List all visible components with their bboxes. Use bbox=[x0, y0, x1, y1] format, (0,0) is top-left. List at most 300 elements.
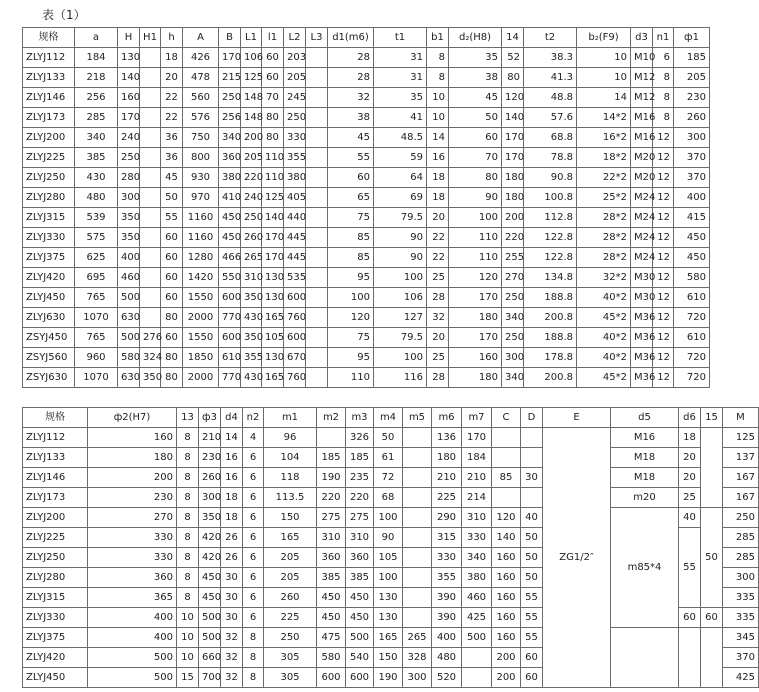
l15-cell: 60 bbox=[701, 608, 723, 628]
value-cell: 50 bbox=[521, 568, 543, 588]
value-cell: 160 bbox=[88, 428, 177, 448]
value-cell: 120 bbox=[328, 308, 374, 328]
header-cell: b₂(F9) bbox=[577, 28, 631, 48]
header-cell: d4 bbox=[221, 408, 243, 428]
m-cell: 137 bbox=[723, 448, 759, 468]
value-cell: 415 bbox=[674, 208, 710, 228]
m-cell: 335 bbox=[723, 608, 759, 628]
table-caption: 表（1） bbox=[42, 8, 86, 22]
value-cell: 122.8 bbox=[524, 228, 577, 248]
value-cell: 326 bbox=[346, 428, 374, 448]
value-cell: 170 bbox=[449, 288, 502, 308]
value-cell: 430 bbox=[75, 168, 118, 188]
value-cell: 480 bbox=[432, 648, 462, 668]
value-cell: 122.8 bbox=[524, 248, 577, 268]
value-cell: 110 bbox=[262, 148, 284, 168]
value-cell: 600 bbox=[219, 328, 241, 348]
dimension-table-1 bbox=[22, 27, 710, 388]
l15-empty-cell bbox=[701, 628, 723, 688]
value-cell: 8 bbox=[177, 488, 199, 508]
value-cell: 90 bbox=[449, 188, 502, 208]
model-cell: ZLYJ112 bbox=[23, 48, 75, 68]
value-cell: 85 bbox=[492, 468, 521, 488]
value-cell: 28 bbox=[427, 288, 449, 308]
value-cell bbox=[140, 88, 161, 108]
value-cell: 220 bbox=[502, 228, 524, 248]
value-cell: 265 bbox=[403, 628, 432, 648]
value-cell: 14 bbox=[427, 128, 449, 148]
model-cell: ZLYJ450 bbox=[23, 288, 75, 308]
value-cell: 170 bbox=[502, 148, 524, 168]
d5-cell: m20 bbox=[611, 488, 679, 508]
l15-empty-cell bbox=[701, 428, 723, 508]
value-cell: 134.8 bbox=[524, 268, 577, 288]
value-cell: 90 bbox=[374, 248, 427, 268]
value-cell: 205 bbox=[284, 68, 306, 88]
model-cell: ZLYJ375 bbox=[23, 628, 88, 648]
value-cell: 16*2 bbox=[577, 128, 631, 148]
d6-merged-cell: 55 bbox=[679, 528, 701, 608]
value-cell: 165 bbox=[262, 368, 284, 388]
table-row bbox=[23, 428, 759, 448]
value-cell: 16 bbox=[221, 448, 243, 468]
value-cell: 50 bbox=[521, 548, 543, 568]
value-cell: 130 bbox=[262, 268, 284, 288]
value-cell: 760 bbox=[284, 308, 306, 328]
header-cell: ф1 bbox=[674, 28, 710, 48]
value-cell: 355 bbox=[284, 148, 306, 168]
value-cell: 60 bbox=[262, 48, 284, 68]
value-cell bbox=[403, 568, 432, 588]
value-cell: 250 bbox=[219, 88, 241, 108]
header-cell: t1 bbox=[374, 28, 427, 48]
value-cell: 6 bbox=[243, 468, 264, 488]
value-cell: 450 bbox=[219, 208, 241, 228]
model-cell: ZLYJ225 bbox=[23, 148, 75, 168]
value-cell: 260 bbox=[241, 228, 262, 248]
value-cell: 80 bbox=[449, 168, 502, 188]
value-cell: 720 bbox=[674, 368, 710, 388]
value-cell bbox=[403, 488, 432, 508]
value-cell: 165 bbox=[262, 308, 284, 328]
value-cell: 290 bbox=[432, 508, 462, 528]
value-cell: 305 bbox=[264, 668, 317, 688]
value-cell: 59 bbox=[374, 148, 427, 168]
value-cell: 8 bbox=[177, 528, 199, 548]
value-cell: 80 bbox=[161, 348, 183, 368]
value-cell: 478 bbox=[183, 68, 219, 88]
value-cell: 580 bbox=[118, 348, 140, 368]
value-cell: 6 bbox=[243, 528, 264, 548]
d6-cell: 40 bbox=[679, 508, 701, 528]
value-cell: 60 bbox=[161, 248, 183, 268]
table-row bbox=[23, 148, 710, 168]
value-cell: 70 bbox=[262, 88, 284, 108]
value-cell: 184 bbox=[462, 448, 492, 468]
value-cell: 170 bbox=[262, 228, 284, 248]
value-cell: 6 bbox=[243, 588, 264, 608]
m-cell: 425 bbox=[723, 668, 759, 688]
value-cell: 30 bbox=[221, 568, 243, 588]
value-cell: 20 bbox=[427, 208, 449, 228]
header-cell: C bbox=[492, 408, 521, 428]
value-cell bbox=[140, 108, 161, 128]
model-cell: ZLYJ420 bbox=[23, 648, 88, 668]
value-cell: 180 bbox=[88, 448, 177, 468]
value-cell: 205 bbox=[241, 148, 262, 168]
value-cell: 10 bbox=[577, 48, 631, 68]
header-cell: H bbox=[118, 28, 140, 48]
value-cell: 6 bbox=[243, 448, 264, 468]
value-cell: 450 bbox=[219, 228, 241, 248]
value-cell bbox=[306, 108, 328, 128]
header-cell: B bbox=[219, 28, 241, 48]
value-cell: 765 bbox=[75, 328, 118, 348]
value-cell: 140 bbox=[118, 68, 140, 88]
value-cell: M36 bbox=[631, 368, 653, 388]
value-cell: 450 bbox=[199, 588, 221, 608]
value-cell: 600 bbox=[284, 288, 306, 308]
value-cell: 400 bbox=[118, 248, 140, 268]
header-cell: h bbox=[161, 28, 183, 48]
value-cell: 256 bbox=[75, 88, 118, 108]
value-cell: 79.5 bbox=[374, 208, 427, 228]
value-cell: 45 bbox=[161, 168, 183, 188]
table-row bbox=[23, 508, 759, 528]
value-cell: 205 bbox=[264, 548, 317, 568]
m-cell: 285 bbox=[723, 528, 759, 548]
value-cell: 8 bbox=[653, 68, 674, 88]
value-cell: 600 bbox=[219, 288, 241, 308]
value-cell: 230 bbox=[88, 488, 177, 508]
value-cell: M24 bbox=[631, 188, 653, 208]
value-cell: 160 bbox=[492, 548, 521, 568]
value-cell: 700 bbox=[199, 668, 221, 688]
value-cell: 8 bbox=[243, 668, 264, 688]
value-cell: M36 bbox=[631, 348, 653, 368]
value-cell: 22 bbox=[427, 228, 449, 248]
value-cell: 100 bbox=[374, 508, 403, 528]
value-cell: 2000 bbox=[183, 368, 219, 388]
value-cell: 12 bbox=[653, 228, 674, 248]
value-cell: 113.5 bbox=[264, 488, 317, 508]
value-cell: 160 bbox=[492, 608, 521, 628]
value-cell: 300 bbox=[403, 668, 432, 688]
header-cell: m3 bbox=[346, 408, 374, 428]
d6-cell: 60 bbox=[679, 608, 701, 628]
value-cell: 305 bbox=[264, 648, 317, 668]
header-cell: 14 bbox=[502, 28, 524, 48]
table-row bbox=[23, 128, 710, 148]
value-cell: 80 bbox=[161, 368, 183, 388]
m-cell: 345 bbox=[723, 628, 759, 648]
value-cell: 36 bbox=[161, 128, 183, 148]
value-cell: 18 bbox=[221, 508, 243, 528]
model-cell: ZLYJ225 bbox=[23, 528, 88, 548]
value-cell: 275 bbox=[346, 508, 374, 528]
value-cell bbox=[306, 308, 328, 328]
value-cell: 500 bbox=[462, 628, 492, 648]
value-cell: 104 bbox=[264, 448, 317, 468]
value-cell: 340 bbox=[502, 308, 524, 328]
value-cell bbox=[306, 348, 328, 368]
table-row bbox=[23, 228, 710, 248]
value-cell: M30 bbox=[631, 288, 653, 308]
value-cell: 160 bbox=[492, 628, 521, 648]
value-cell: 265 bbox=[241, 248, 262, 268]
header-cell: 15 bbox=[701, 408, 723, 428]
value-cell: 250 bbox=[264, 628, 317, 648]
model-cell: ZLYJ250 bbox=[23, 168, 75, 188]
header-cell: m2 bbox=[317, 408, 346, 428]
value-cell: 350 bbox=[118, 228, 140, 248]
value-cell: 125 bbox=[241, 68, 262, 88]
model-cell: ZLYJ280 bbox=[23, 568, 88, 588]
value-cell: 10 bbox=[177, 628, 199, 648]
value-cell: 12 bbox=[653, 368, 674, 388]
value-cell: 200 bbox=[492, 648, 521, 668]
header-cell: l1 bbox=[262, 28, 284, 48]
value-cell: 210 bbox=[199, 428, 221, 448]
value-cell: 200.8 bbox=[524, 308, 577, 328]
value-cell: 214 bbox=[462, 488, 492, 508]
value-cell: 60 bbox=[161, 328, 183, 348]
value-cell: 120 bbox=[449, 268, 502, 288]
value-cell: 610 bbox=[674, 288, 710, 308]
m-cell: 125 bbox=[723, 428, 759, 448]
value-cell: M36 bbox=[631, 328, 653, 348]
value-cell: 276 bbox=[140, 328, 161, 348]
d5-merged-cell: m85*4 bbox=[611, 508, 679, 628]
value-cell: 385 bbox=[75, 148, 118, 168]
value-cell: 400 bbox=[432, 628, 462, 648]
value-cell: M30 bbox=[631, 268, 653, 288]
value-cell: 8 bbox=[177, 428, 199, 448]
header-cell: L1 bbox=[241, 28, 262, 48]
value-cell: 57.6 bbox=[524, 108, 577, 128]
table-row bbox=[23, 348, 710, 368]
value-cell: 340 bbox=[219, 128, 241, 148]
value-cell: 450 bbox=[346, 608, 374, 628]
value-cell: 420 bbox=[199, 548, 221, 568]
value-cell: 800 bbox=[183, 148, 219, 168]
value-cell: 40*2 bbox=[577, 348, 631, 368]
value-cell: 96 bbox=[264, 428, 317, 448]
value-cell: 340 bbox=[502, 368, 524, 388]
dimension-table-2 bbox=[22, 407, 759, 688]
value-cell: 430 bbox=[241, 368, 262, 388]
value-cell: 230 bbox=[199, 448, 221, 468]
value-cell bbox=[140, 168, 161, 188]
value-cell: 160 bbox=[118, 88, 140, 108]
value-cell: 30 bbox=[521, 468, 543, 488]
value-cell: 380 bbox=[284, 168, 306, 188]
m-cell: 370 bbox=[723, 648, 759, 668]
value-cell: 180 bbox=[502, 188, 524, 208]
value-cell: 450 bbox=[317, 588, 346, 608]
value-cell: 22 bbox=[161, 108, 183, 128]
value-cell: 100 bbox=[374, 268, 427, 288]
value-cell: 205 bbox=[674, 68, 710, 88]
value-cell: 720 bbox=[674, 308, 710, 328]
model-cell: ZSYJ560 bbox=[23, 348, 75, 368]
header-cell: A bbox=[183, 28, 219, 48]
value-cell: 28*2 bbox=[577, 228, 631, 248]
value-cell: 6 bbox=[243, 608, 264, 628]
value-cell: 25 bbox=[427, 268, 449, 288]
value-cell: 630 bbox=[118, 368, 140, 388]
value-cell bbox=[492, 448, 521, 468]
value-cell: 8 bbox=[653, 88, 674, 108]
model-cell: ZLYJ375 bbox=[23, 248, 75, 268]
value-cell: 1850 bbox=[183, 348, 219, 368]
table-header-row bbox=[23, 408, 759, 428]
value-cell: 90 bbox=[374, 528, 403, 548]
value-cell: 30 bbox=[221, 608, 243, 628]
value-cell: 70 bbox=[449, 148, 502, 168]
value-cell: 170 bbox=[262, 248, 284, 268]
value-cell: 610 bbox=[674, 328, 710, 348]
value-cell: 576 bbox=[183, 108, 219, 128]
value-cell: 218 bbox=[75, 68, 118, 88]
value-cell: 100.8 bbox=[524, 188, 577, 208]
table-row bbox=[23, 188, 710, 208]
value-cell bbox=[492, 488, 521, 508]
value-cell: 60 bbox=[161, 268, 183, 288]
header-cell: H1 bbox=[140, 28, 161, 48]
value-cell: 360 bbox=[317, 548, 346, 568]
value-cell: 185 bbox=[346, 448, 374, 468]
l15-merged-cell: 50 bbox=[701, 508, 723, 608]
model-cell: ZLYJ450 bbox=[23, 668, 88, 688]
value-cell: 324 bbox=[140, 348, 161, 368]
value-cell: 12 bbox=[653, 308, 674, 328]
value-cell: 380 bbox=[462, 568, 492, 588]
value-cell: 770 bbox=[219, 368, 241, 388]
value-cell: 450 bbox=[674, 248, 710, 268]
value-cell: 28 bbox=[427, 368, 449, 388]
value-cell: 64 bbox=[374, 168, 427, 188]
value-cell: 420 bbox=[199, 528, 221, 548]
value-cell: 105 bbox=[262, 328, 284, 348]
value-cell bbox=[492, 428, 521, 448]
value-cell: 160 bbox=[449, 348, 502, 368]
value-cell: 500 bbox=[118, 288, 140, 308]
value-cell: 180 bbox=[432, 448, 462, 468]
value-cell: 32 bbox=[328, 88, 374, 108]
value-cell bbox=[403, 428, 432, 448]
value-cell: 430 bbox=[241, 308, 262, 328]
table-row bbox=[23, 108, 710, 128]
value-cell: 18 bbox=[427, 168, 449, 188]
value-cell: 50 bbox=[374, 428, 403, 448]
header-cell: ф2(H7) bbox=[88, 408, 177, 428]
value-cell: 240 bbox=[241, 188, 262, 208]
value-cell: 14 bbox=[577, 88, 631, 108]
value-cell: 12 bbox=[653, 288, 674, 308]
table-row bbox=[23, 628, 759, 648]
value-cell: 38.3 bbox=[524, 48, 577, 68]
value-cell: 6 bbox=[653, 48, 674, 68]
value-cell: 170 bbox=[219, 48, 241, 68]
value-cell: 205 bbox=[264, 568, 317, 588]
value-cell: 105 bbox=[374, 548, 403, 568]
value-cell bbox=[140, 48, 161, 68]
value-cell: 400 bbox=[88, 628, 177, 648]
value-cell bbox=[306, 368, 328, 388]
value-cell: 45*2 bbox=[577, 308, 631, 328]
value-cell: 60 bbox=[161, 228, 183, 248]
value-cell: 95 bbox=[328, 348, 374, 368]
value-cell: 40*2 bbox=[577, 288, 631, 308]
model-cell: ZLYJ250 bbox=[23, 548, 88, 568]
value-cell: 250 bbox=[284, 108, 306, 128]
value-cell: 6 bbox=[243, 488, 264, 508]
value-cell: 140 bbox=[262, 208, 284, 228]
value-cell bbox=[306, 208, 328, 228]
value-cell: 110 bbox=[262, 168, 284, 188]
value-cell: 260 bbox=[674, 108, 710, 128]
value-cell: M36 bbox=[631, 308, 653, 328]
value-cell: 350 bbox=[199, 508, 221, 528]
value-cell bbox=[140, 288, 161, 308]
value-cell: 28*2 bbox=[577, 208, 631, 228]
value-cell: 410 bbox=[219, 188, 241, 208]
value-cell: 200 bbox=[88, 468, 177, 488]
value-cell: 79.5 bbox=[374, 328, 427, 348]
value-cell: M24 bbox=[631, 208, 653, 228]
value-cell: 170 bbox=[502, 128, 524, 148]
header-cell: b1 bbox=[427, 28, 449, 48]
value-cell: 210 bbox=[432, 468, 462, 488]
value-cell: 150 bbox=[264, 508, 317, 528]
value-cell: 360 bbox=[219, 148, 241, 168]
value-cell: 300 bbox=[118, 188, 140, 208]
value-cell: 450 bbox=[199, 568, 221, 588]
value-cell: 148 bbox=[241, 108, 262, 128]
value-cell: 32 bbox=[427, 308, 449, 328]
value-cell: 425 bbox=[462, 608, 492, 628]
value-cell: 970 bbox=[183, 188, 219, 208]
model-cell: ZLYJ315 bbox=[23, 588, 88, 608]
value-cell: 55 bbox=[328, 148, 374, 168]
table-row bbox=[23, 208, 710, 228]
value-cell: 185 bbox=[317, 448, 346, 468]
value-cell: 180 bbox=[449, 368, 502, 388]
value-cell: 48.5 bbox=[374, 128, 427, 148]
value-cell: 580 bbox=[317, 648, 346, 668]
value-cell: 350 bbox=[241, 328, 262, 348]
value-cell: 580 bbox=[674, 268, 710, 288]
table-row bbox=[23, 488, 759, 508]
value-cell bbox=[403, 588, 432, 608]
value-cell: 80 bbox=[161, 308, 183, 328]
header-cell: t2 bbox=[524, 28, 577, 48]
value-cell: 100 bbox=[374, 348, 427, 368]
header-cell: a bbox=[75, 28, 118, 48]
value-cell bbox=[306, 228, 328, 248]
model-cell: ZLYJ146 bbox=[23, 468, 88, 488]
value-cell: 190 bbox=[317, 468, 346, 488]
value-cell: 14*2 bbox=[577, 108, 631, 128]
value-cell: 41 bbox=[374, 108, 427, 128]
value-cell: 1070 bbox=[75, 368, 118, 388]
value-cell: 250 bbox=[118, 148, 140, 168]
value-cell: 130 bbox=[374, 588, 403, 608]
value-cell bbox=[403, 448, 432, 468]
value-cell: 72 bbox=[374, 468, 403, 488]
header-cell: d₂(H8) bbox=[449, 28, 502, 48]
